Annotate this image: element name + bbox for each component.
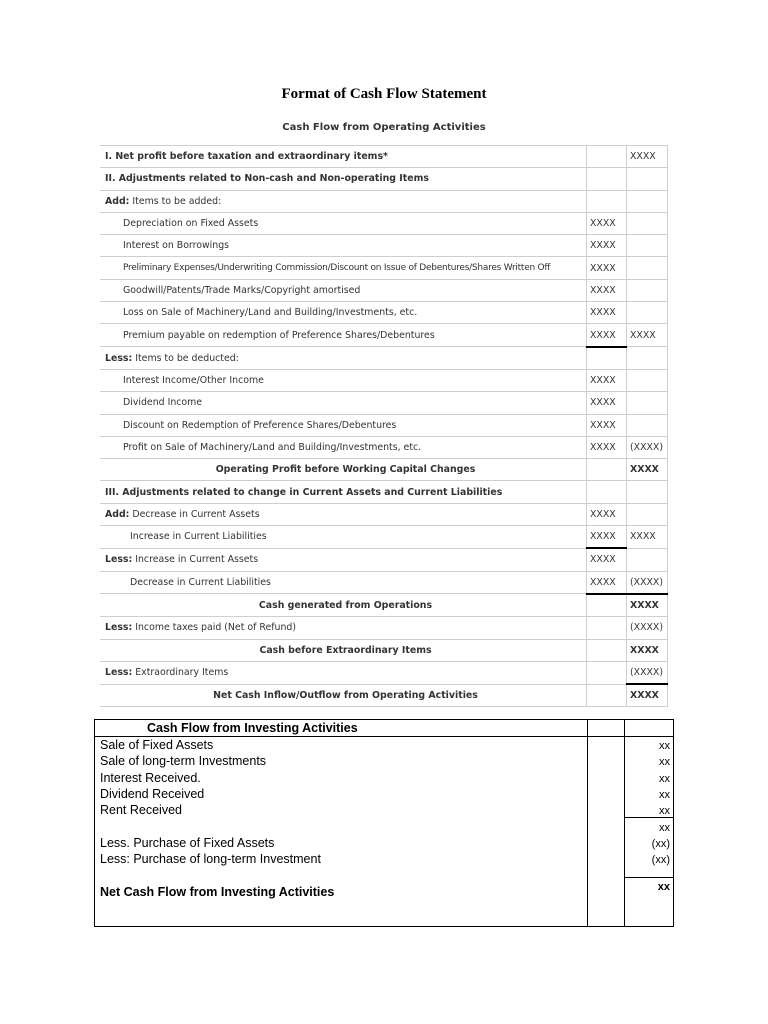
amount-cell-2 [627,257,668,279]
list-item: Less. Purchase of Fixed Assets [100,836,275,850]
table-row [100,571,668,594]
row-label: III. Adjustments related to change in Current Assets and Current Liabilities [100,481,587,503]
row-label: II. Adjustments related to Non-cash and Non-operating Items [100,168,587,190]
amount-cell-2: XXXX [627,684,668,707]
amount-cell-1 [587,639,627,661]
amount-cell-2 [627,503,668,525]
amount-cell-2: XXXX [627,526,668,549]
row-label: Cash generated from Operations [100,594,587,617]
table-row [100,190,668,212]
row-label: Preliminary Expenses/Underwriting Commission/Discount on Issue of Debentures/Shares Written Off [100,257,587,279]
table-row [100,481,668,503]
amount-cell-1 [587,481,627,503]
subtotal-amount: xx [659,822,670,834]
amount-cell-1: XXXX [587,369,627,391]
table-row [100,548,668,571]
amount-cell-2 [627,235,668,257]
row-label: Increase in Current Liabilities [100,526,587,549]
amount-cell-1: XXXX [587,257,627,279]
table-row [100,146,668,168]
row-label: Dividend Income [100,392,587,414]
table-row [100,302,668,324]
amount-cell-1: XXXX [587,526,627,549]
item-amount: xx [659,756,670,768]
row-label: Add: Decrease in Current Assets [100,503,587,525]
amount-cell-1: XXXX [587,324,627,347]
list-item: Dividend Received [100,787,205,801]
amount-cell-1: XXXX [587,436,627,458]
amount-cell-2 [627,481,668,503]
amount-cell-2: (XXXX) [627,617,668,639]
table-row [100,392,668,414]
row-label: Operating Profit before Working Capital Changes [100,459,587,481]
amount-cell-1: XXXX [587,302,627,324]
table-row [100,257,668,279]
amount-cell-2 [627,414,668,436]
amount-cell-1: XXXX [587,414,627,436]
amount-cell-1: XXXX [587,548,627,571]
table-row [100,414,668,436]
amount-cell-2 [627,279,668,301]
table-row [100,617,668,639]
amount-cell-1: XXXX [587,392,627,414]
table-row [100,212,668,234]
table-row [100,324,668,347]
amount-cell-2 [627,168,668,190]
row-prefix: Less: [105,352,133,364]
amount-cell-1 [587,617,627,639]
amount-cell-2: XXXX [627,324,668,347]
table-row [100,684,668,707]
row-label: Net Cash Inflow/Outflow from Operating Activities [100,684,587,707]
amount-cell-2: XXXX [627,146,668,168]
amount-cell-2: XXXX [627,594,668,617]
column-divider [587,720,588,926]
amount-cell-1: XXXX [587,503,627,525]
row-label: Decrease in Current Liabilities [100,571,587,594]
net-investing-amount: xx [657,881,670,893]
row-label: Interest on Borrowings [100,235,587,257]
amount-cell-2: (XXXX) [627,571,668,594]
amount-cell-2 [627,347,668,370]
table-row [100,168,668,190]
list-item: Interest Received. [100,771,201,785]
amount-cell-1: XXXX [587,212,627,234]
item-amount: xx [659,805,670,817]
row-label: Less: Income taxes paid (Net of Refund) [100,617,587,639]
amount-cell-1 [587,190,627,212]
amount-cell-1 [587,459,627,481]
table-row [100,594,668,617]
row-prefix: Less: [105,667,133,679]
row-label: Goodwill/Patents/Trade Marks/Copyright amortised [100,279,587,301]
operating-heading: Cash Flow from Operating Activities [282,122,486,133]
list-item: Rent Received [100,803,182,817]
amount-cell-1 [587,146,627,168]
list-item: Less: Purchase of long-term Investment [100,852,321,866]
table-row [100,526,668,549]
amount-cell-2: (XXXX) [627,436,668,458]
net-total-rule [624,877,673,878]
row-label: Cash before Extraordinary Items [100,639,587,661]
amount-cell-1 [587,347,627,370]
amount-cell-1 [587,594,627,617]
investing-activities-table [94,719,674,927]
amount-cell-2 [627,548,668,571]
row-label: Discount on Redemption of Preference Shares/Debentures [100,414,587,436]
row-label: Depreciation on Fixed Assets [100,212,587,234]
row-prefix: Less: [105,622,133,634]
table-row [100,639,668,661]
item-amount: (xx) [651,854,670,866]
item-amount: xx [659,740,670,752]
amount-cell-2 [627,190,668,212]
table-row [100,459,668,481]
row-prefix: Less: [105,554,133,566]
table-row [100,661,668,684]
amount-cell-2: (XXXX) [627,661,668,684]
row-label: Premium payable on redemption of Preference Shares/Debentures [100,324,587,347]
amount-cell-2: XXXX [627,639,668,661]
amount-cell-2 [627,369,668,391]
list-item: Sale of long-term Investments [100,754,267,768]
row-label: Loss on Sale of Machinery/Land and Building/Investments, etc. [100,302,587,324]
table-row [100,436,668,458]
row-label: Profit on Sale of Machinery/Land and Building/Investments, etc. [100,436,587,458]
amount-cell-2: XXXX [627,459,668,481]
row-prefix: Add: [105,508,130,520]
operating-activities-table [100,145,668,707]
row-label: Add: Items to be added: [100,190,587,212]
amount-cell-2 [627,392,668,414]
table-row [100,503,668,525]
list-item: Sale of Fixed Assets [100,738,214,752]
item-amount: xx [659,773,670,785]
net-investing-label: Net Cash Flow from Investing Activities [100,885,335,899]
amount-cell-1 [587,684,627,707]
amount-cell-2 [627,212,668,234]
amount-cell-1: XXXX [587,235,627,257]
amount-cell-1: XXXX [587,279,627,301]
amount-cell-1 [587,661,627,684]
item-amount: (xx) [651,838,670,850]
page-title: Format of Cash Flow Statement [281,86,487,102]
amount-cell-1: XXXX [587,571,627,594]
table-row [100,279,668,301]
amount-cell-1 [587,168,627,190]
row-label: Less: Increase in Current Assets [100,548,587,571]
row-label: Interest Income/Other Income [100,369,587,391]
row-label: Less: Extraordinary Items [100,661,587,684]
row-label: I. Net profit before taxation and extraordinary items* [100,146,587,168]
item-amount: xx [659,789,670,801]
row-label: Less: Items to be deducted: [100,347,587,370]
row-prefix: Add: [105,195,130,207]
amount-cell-2 [627,302,668,324]
investing-heading: Cash Flow from Investing Activities [147,721,358,735]
table-row [100,347,668,370]
table-row [100,369,668,391]
table-row [100,235,668,257]
